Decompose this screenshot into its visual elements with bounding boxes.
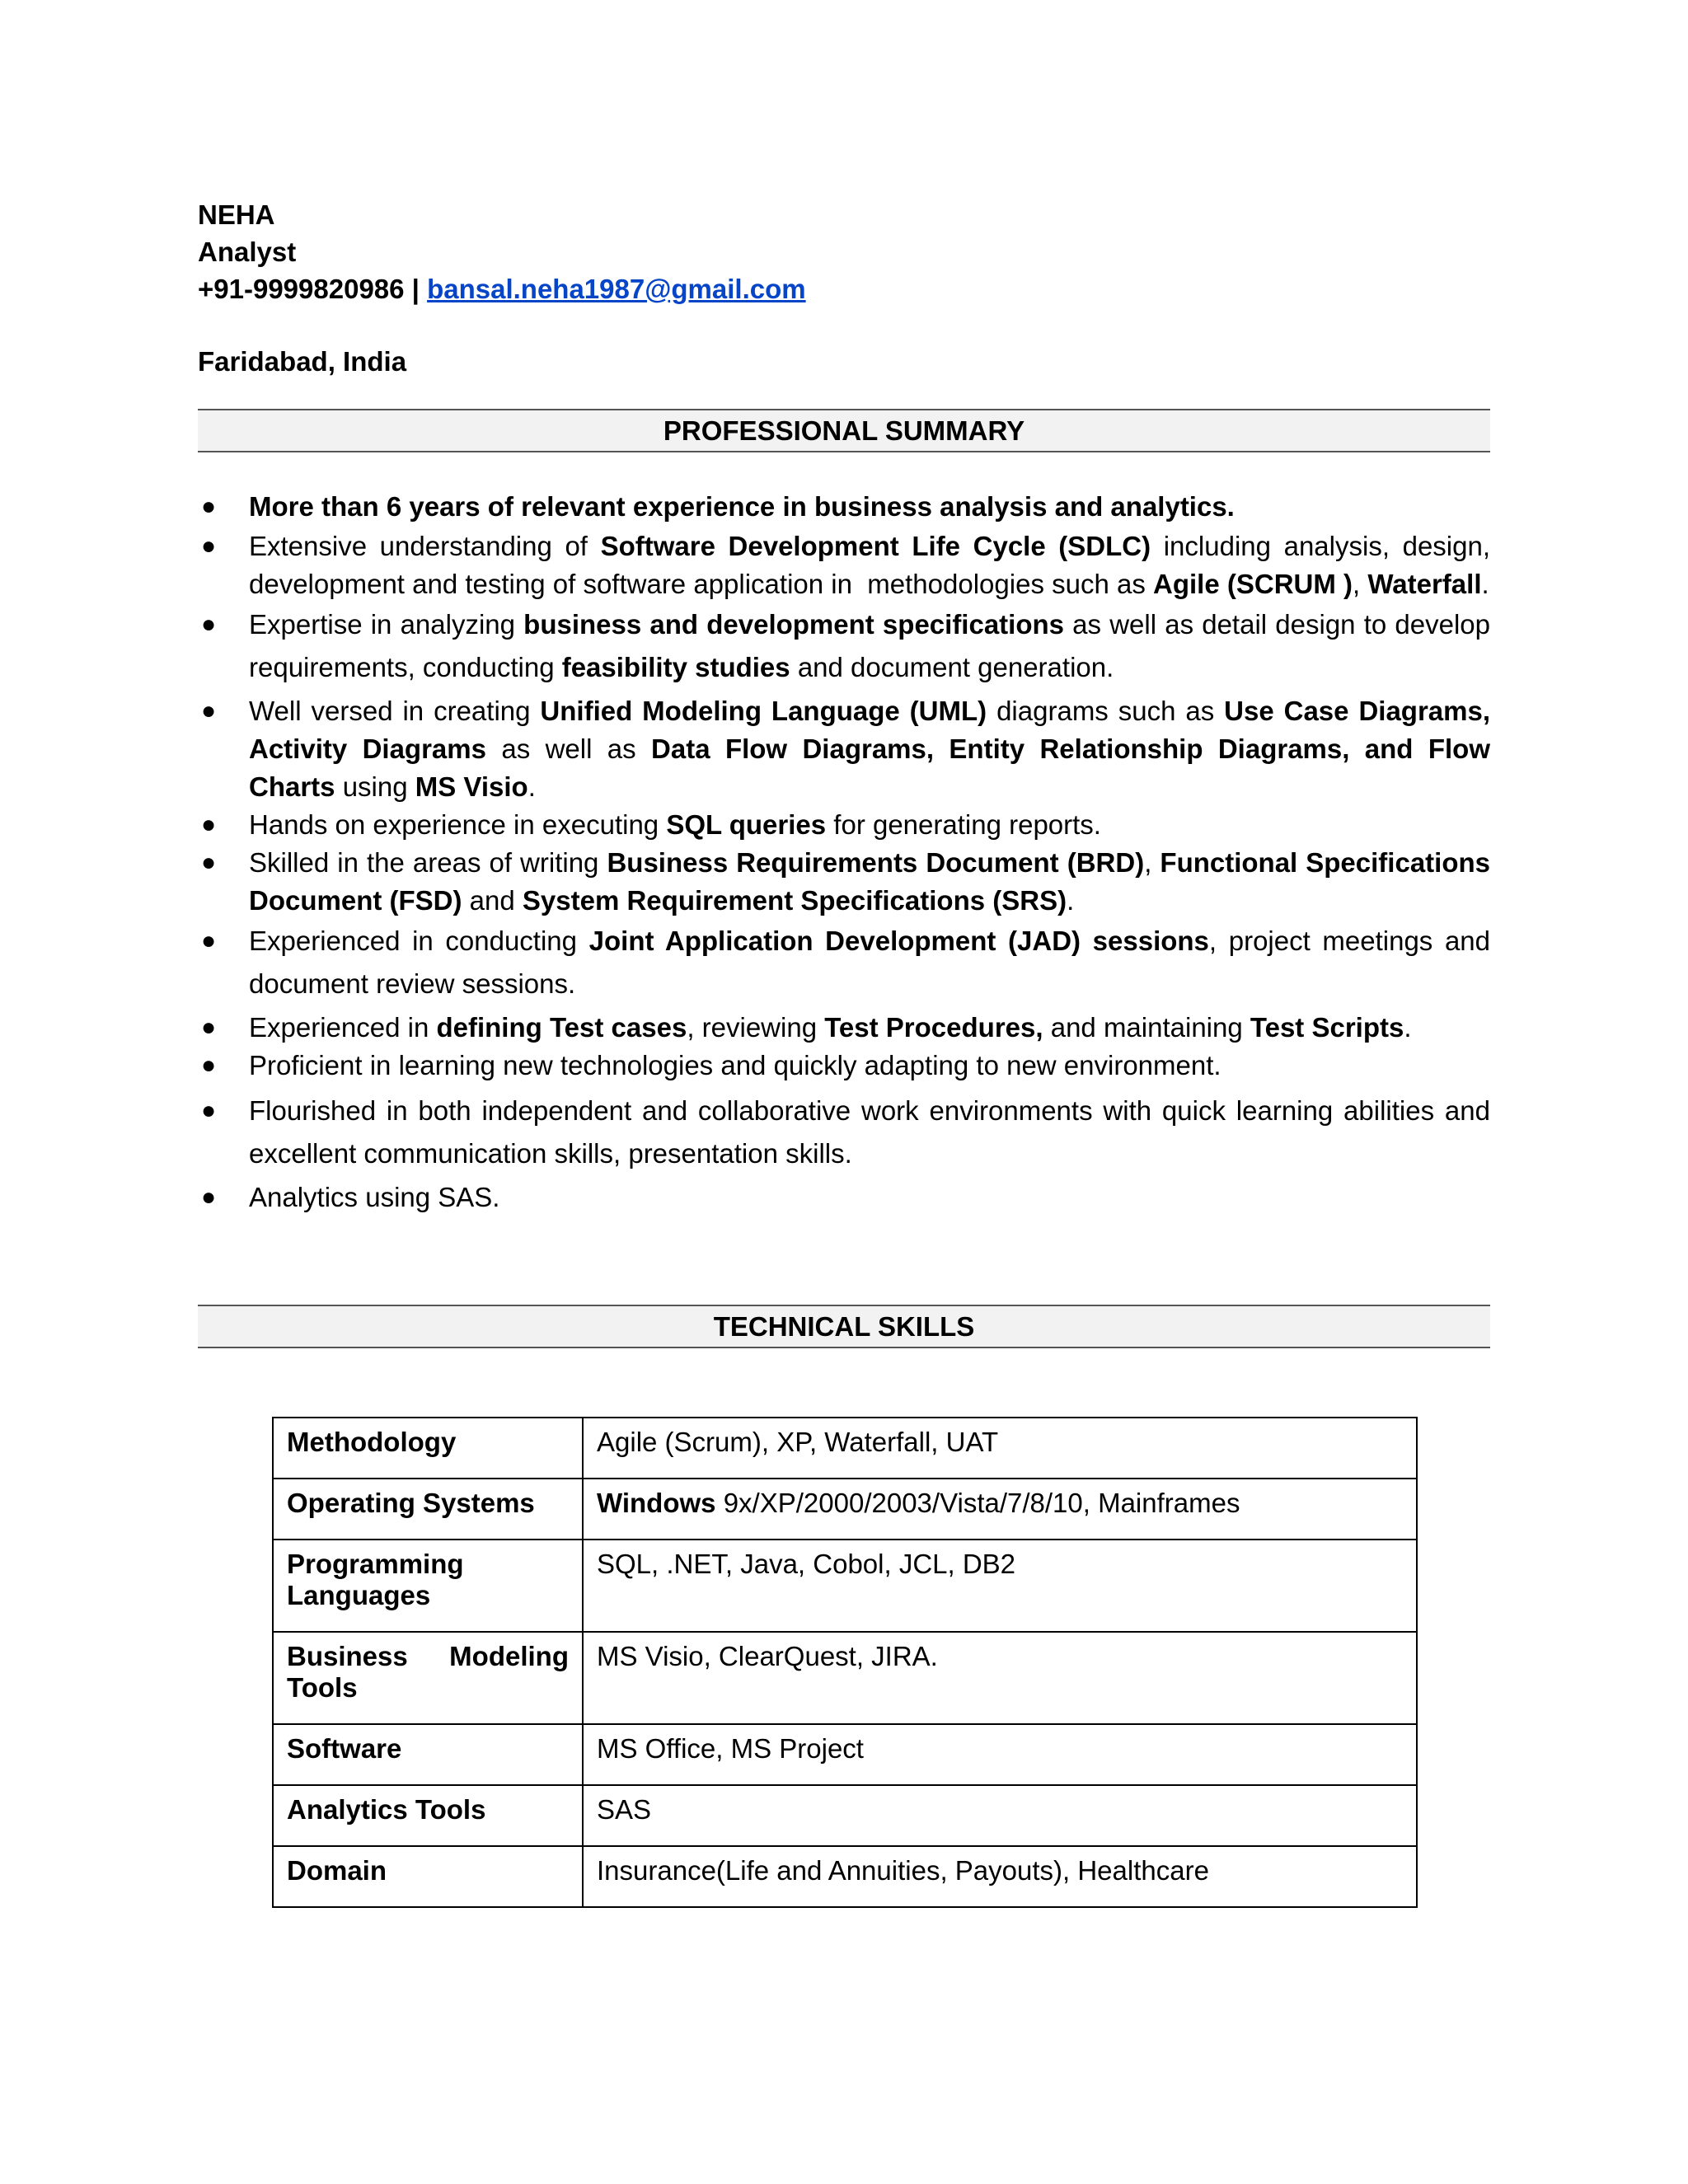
professional-summary-list: [198, 488, 1490, 1216]
table-row: [273, 1724, 1417, 1785]
skill-label: Analytics Tools: [273, 1785, 583, 1846]
table-row: [273, 1632, 1417, 1724]
list-item: ● Experienced in defining Test cases, reviewing Test Procedures, and maintaining Test Scripts.: [198, 1009, 1490, 1047]
table-row: [273, 1418, 1417, 1479]
list-item: ● Expertise in analyzing business and development specifications as well as detail design to develop requirements, conducting feasibility studies and document generation.: [198, 603, 1490, 689]
contact-line: [198, 270, 806, 307]
location: Faridabad, India: [198, 346, 407, 377]
skill-label: Business Modeling Tools: [273, 1632, 583, 1724]
skill-value: MS Visio, ClearQuest, JIRA.: [583, 1632, 1417, 1724]
table-row: [273, 1540, 1417, 1632]
list-item: ● Analytics using SAS.: [198, 1179, 1490, 1216]
section-header-professional-summary: PROFESSIONAL SUMMARY: [198, 409, 1490, 452]
bullet-icon: ●: [201, 611, 217, 638]
bullet-icon: ●: [201, 811, 217, 838]
contact-separator: |: [411, 274, 420, 304]
table-row: [273, 1479, 1417, 1540]
candidate-title: Analyst: [198, 237, 297, 267]
skill-value: SAS: [583, 1785, 1417, 1846]
skill-value: Agile (Scrum), XP, Waterfall, UAT: [583, 1418, 1417, 1479]
bullet-icon: ●: [201, 927, 217, 954]
table-row: [273, 1785, 1417, 1846]
skill-value: SQL, .NET, Java, Cobol, JCL, DB2: [583, 1540, 1417, 1632]
skill-label: Programming Languages: [273, 1540, 583, 1632]
bullet-icon: ●: [201, 1014, 217, 1041]
skill-label: Operating Systems: [273, 1479, 583, 1540]
bullet-icon: ●: [201, 849, 217, 876]
list-item: ● Flourished in both independent and collaborative work environments with quick learning abilities and excellent communication skills, presentation skills.: [198, 1090, 1490, 1175]
skill-value: Insurance(Life and Annuities, Payouts), Healthcare: [583, 1846, 1417, 1907]
phone-number: +91-9999820986: [198, 274, 405, 304]
section-header-technical-skills: TECHNICAL SKILLS: [198, 1305, 1490, 1348]
bullet-icon: ●: [201, 493, 217, 520]
email-link[interactable]: bansal.neha1987@gmail.com: [427, 274, 806, 304]
bullet-icon: ●: [201, 1052, 217, 1079]
skill-value: MS Office, MS Project: [583, 1724, 1417, 1785]
bullet-icon: ●: [201, 532, 217, 560]
bullet-icon: ●: [201, 1097, 217, 1124]
list-item: ● More than 6 years of relevant experience in business analysis and analytics.: [198, 488, 1490, 526]
list-item: ● Proficient in learning new technologies and quickly adapting to new environment.: [198, 1047, 1490, 1085]
skill-label: Domain: [273, 1846, 583, 1907]
resume-header: [198, 196, 806, 307]
skill-value: Windows 9x/XP/2000/2003/Vista/7/8/10, Mainframes: [583, 1479, 1417, 1540]
list-item: ● Well versed in creating Unified Modeling Language (UML) diagrams such as Use Case Diagrams, Activity Diagrams as well as Data Flow Diagrams, Entity Relationship Diagrams, and Flow Charts using MS Visio.: [198, 692, 1490, 806]
bullet-icon: ●: [201, 697, 217, 724]
list-item: ● Experienced in conducting Joint Application Development (JAD) sessions, project meetings and document review sessions.: [198, 920, 1490, 1005]
table-row: [273, 1846, 1417, 1907]
skill-label: Software: [273, 1724, 583, 1785]
skill-label: Methodology: [273, 1418, 583, 1479]
bullet-icon: ●: [201, 1183, 217, 1211]
technical-skills-table: [272, 1417, 1418, 1908]
candidate-name: NEHA: [198, 199, 275, 230]
list-item: ● Hands on experience in executing SQL queries for generating reports.: [198, 806, 1490, 844]
list-item: ● Extensive understanding of Software Development Life Cycle (SDLC) including analysis, design, development and testing of software application in methodologies such as Agile (SCRUM ), Waterfall.: [198, 527, 1490, 603]
list-item: ● Skilled in the areas of writing Business Requirements Document (BRD), Functional Specifications Document (FSD) and System Requirement Specifications (SRS).: [198, 844, 1490, 920]
